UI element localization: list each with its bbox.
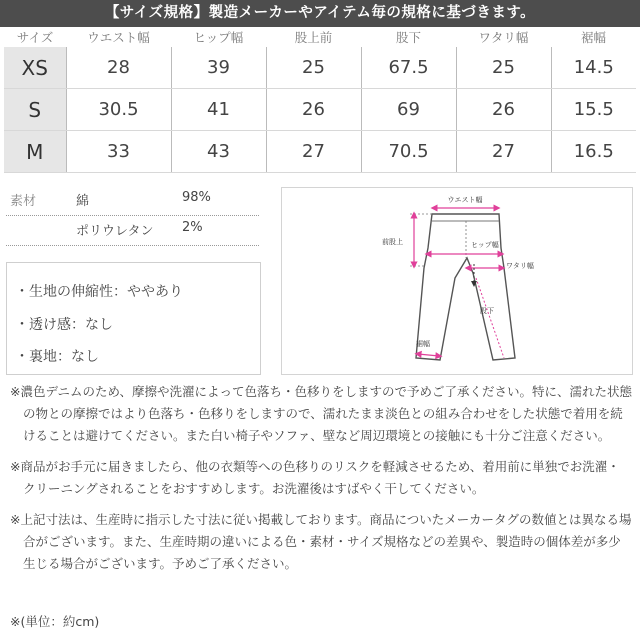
material-row — [6, 216, 259, 246]
material-row — [6, 186, 259, 216]
measurement-diagram — [281, 187, 633, 375]
note-color-fading: ※濃色デニムのため、摩擦や洗濯によって色落ち・色移りをしますので予めご了承ください。特に、濡れた状態の物との摩擦ではより色落ち・色移りをしますので、濡れたまま淡色との組み合わせをした状態で着用を続けることは避けてください。また白い椅子やソファ、壁など周辺環境との接触にも十分ご注意ください。 — [10, 384, 632, 443]
column-header: 股下 — [395, 30, 421, 45]
table-cell: 15.5 — [551, 89, 636, 131]
note-measurements: ※上記寸法は、生産時に指示した寸法に従い掲載しております。商品についたメーカータグの数値とは異なる場合がございます。また、生産時期の違いによる色・素材・サイズ規格などの差異や、製造時の個体差が多少生じる場合がございます。予めご了承ください。 — [10, 512, 632, 571]
rise-label: 前股上 — [382, 238, 403, 246]
table-cell: 39 — [171, 47, 266, 89]
hip-label: ヒップ幅 — [471, 241, 499, 249]
material-name: ポリウレタン — [76, 224, 154, 239]
notes-section — [10, 381, 632, 584]
waist-label: ウエスト幅 — [447, 196, 483, 204]
property-lining: ・裏地：なし — [15, 349, 99, 365]
column-header: ウエスト幅 — [87, 30, 150, 45]
table-cell: 69 — [361, 89, 456, 131]
table-cell: 27 — [266, 131, 361, 173]
column-header: サイズ — [16, 30, 54, 45]
table-cell: 41 — [171, 89, 266, 131]
table-row — [4, 47, 636, 89]
table-row — [4, 131, 636, 173]
table-cell: 16.5 — [551, 131, 636, 173]
material-section — [6, 186, 259, 246]
table-cell: 14.5 — [551, 47, 636, 89]
material-label: 素材 — [10, 194, 37, 209]
table-cell: 30.5 — [66, 89, 171, 131]
table-cell: 28 — [66, 47, 171, 89]
size-label: M — [4, 131, 66, 173]
unit-note: ※(単位：約cm) — [10, 614, 100, 629]
material-percent: 2% — [182, 220, 203, 235]
size-label: XS — [4, 47, 66, 89]
pants-diagram-svg — [282, 188, 632, 374]
property-stretch: ・生地の伸縮性：ややあり — [15, 284, 183, 300]
table-cell: 25 — [266, 47, 361, 89]
column-header: 裾幅 — [580, 30, 606, 45]
fabric-properties-box — [6, 262, 261, 375]
table-cell: 43 — [171, 131, 266, 173]
size-label: S — [4, 89, 66, 131]
hem-label: 裾幅 — [416, 340, 430, 348]
table-cell: 33 — [66, 131, 171, 173]
note-washing: ※商品がお手元に届きましたら、他の衣類等への色移りのリスクを軽減させるため、着用前に単独でお洗濯・クリーニングされることをおすすめします。お洗濯後はすばやく干してください。 — [10, 459, 620, 496]
table-cell: 70.5 — [361, 131, 456, 173]
table-cell: 27 — [456, 131, 551, 173]
column-header: ワタリ幅 — [478, 30, 529, 45]
table-cell: 26 — [266, 89, 361, 131]
material-name: 綿 — [76, 194, 90, 209]
table-cell: 67.5 — [361, 47, 456, 89]
table-cell: 26 — [456, 89, 551, 131]
pants-outline — [416, 214, 515, 360]
column-header: ヒップ幅 — [193, 30, 244, 45]
thigh-label: ワタリ幅 — [506, 262, 534, 270]
size-spec-banner: 【サイズ規格】製造メーカーやアイテム毎の規格に基づきます。 — [0, 0, 640, 27]
property-sheerness: ・透け感：なし — [15, 317, 113, 333]
size-table — [4, 27, 636, 173]
material-percent: 98% — [182, 190, 211, 205]
table-row — [4, 89, 636, 131]
table-cell: 25 — [456, 47, 551, 89]
inseam-label: 股下 — [480, 307, 494, 315]
table-header-row — [4, 27, 636, 47]
column-header: 股上前 — [294, 30, 333, 45]
